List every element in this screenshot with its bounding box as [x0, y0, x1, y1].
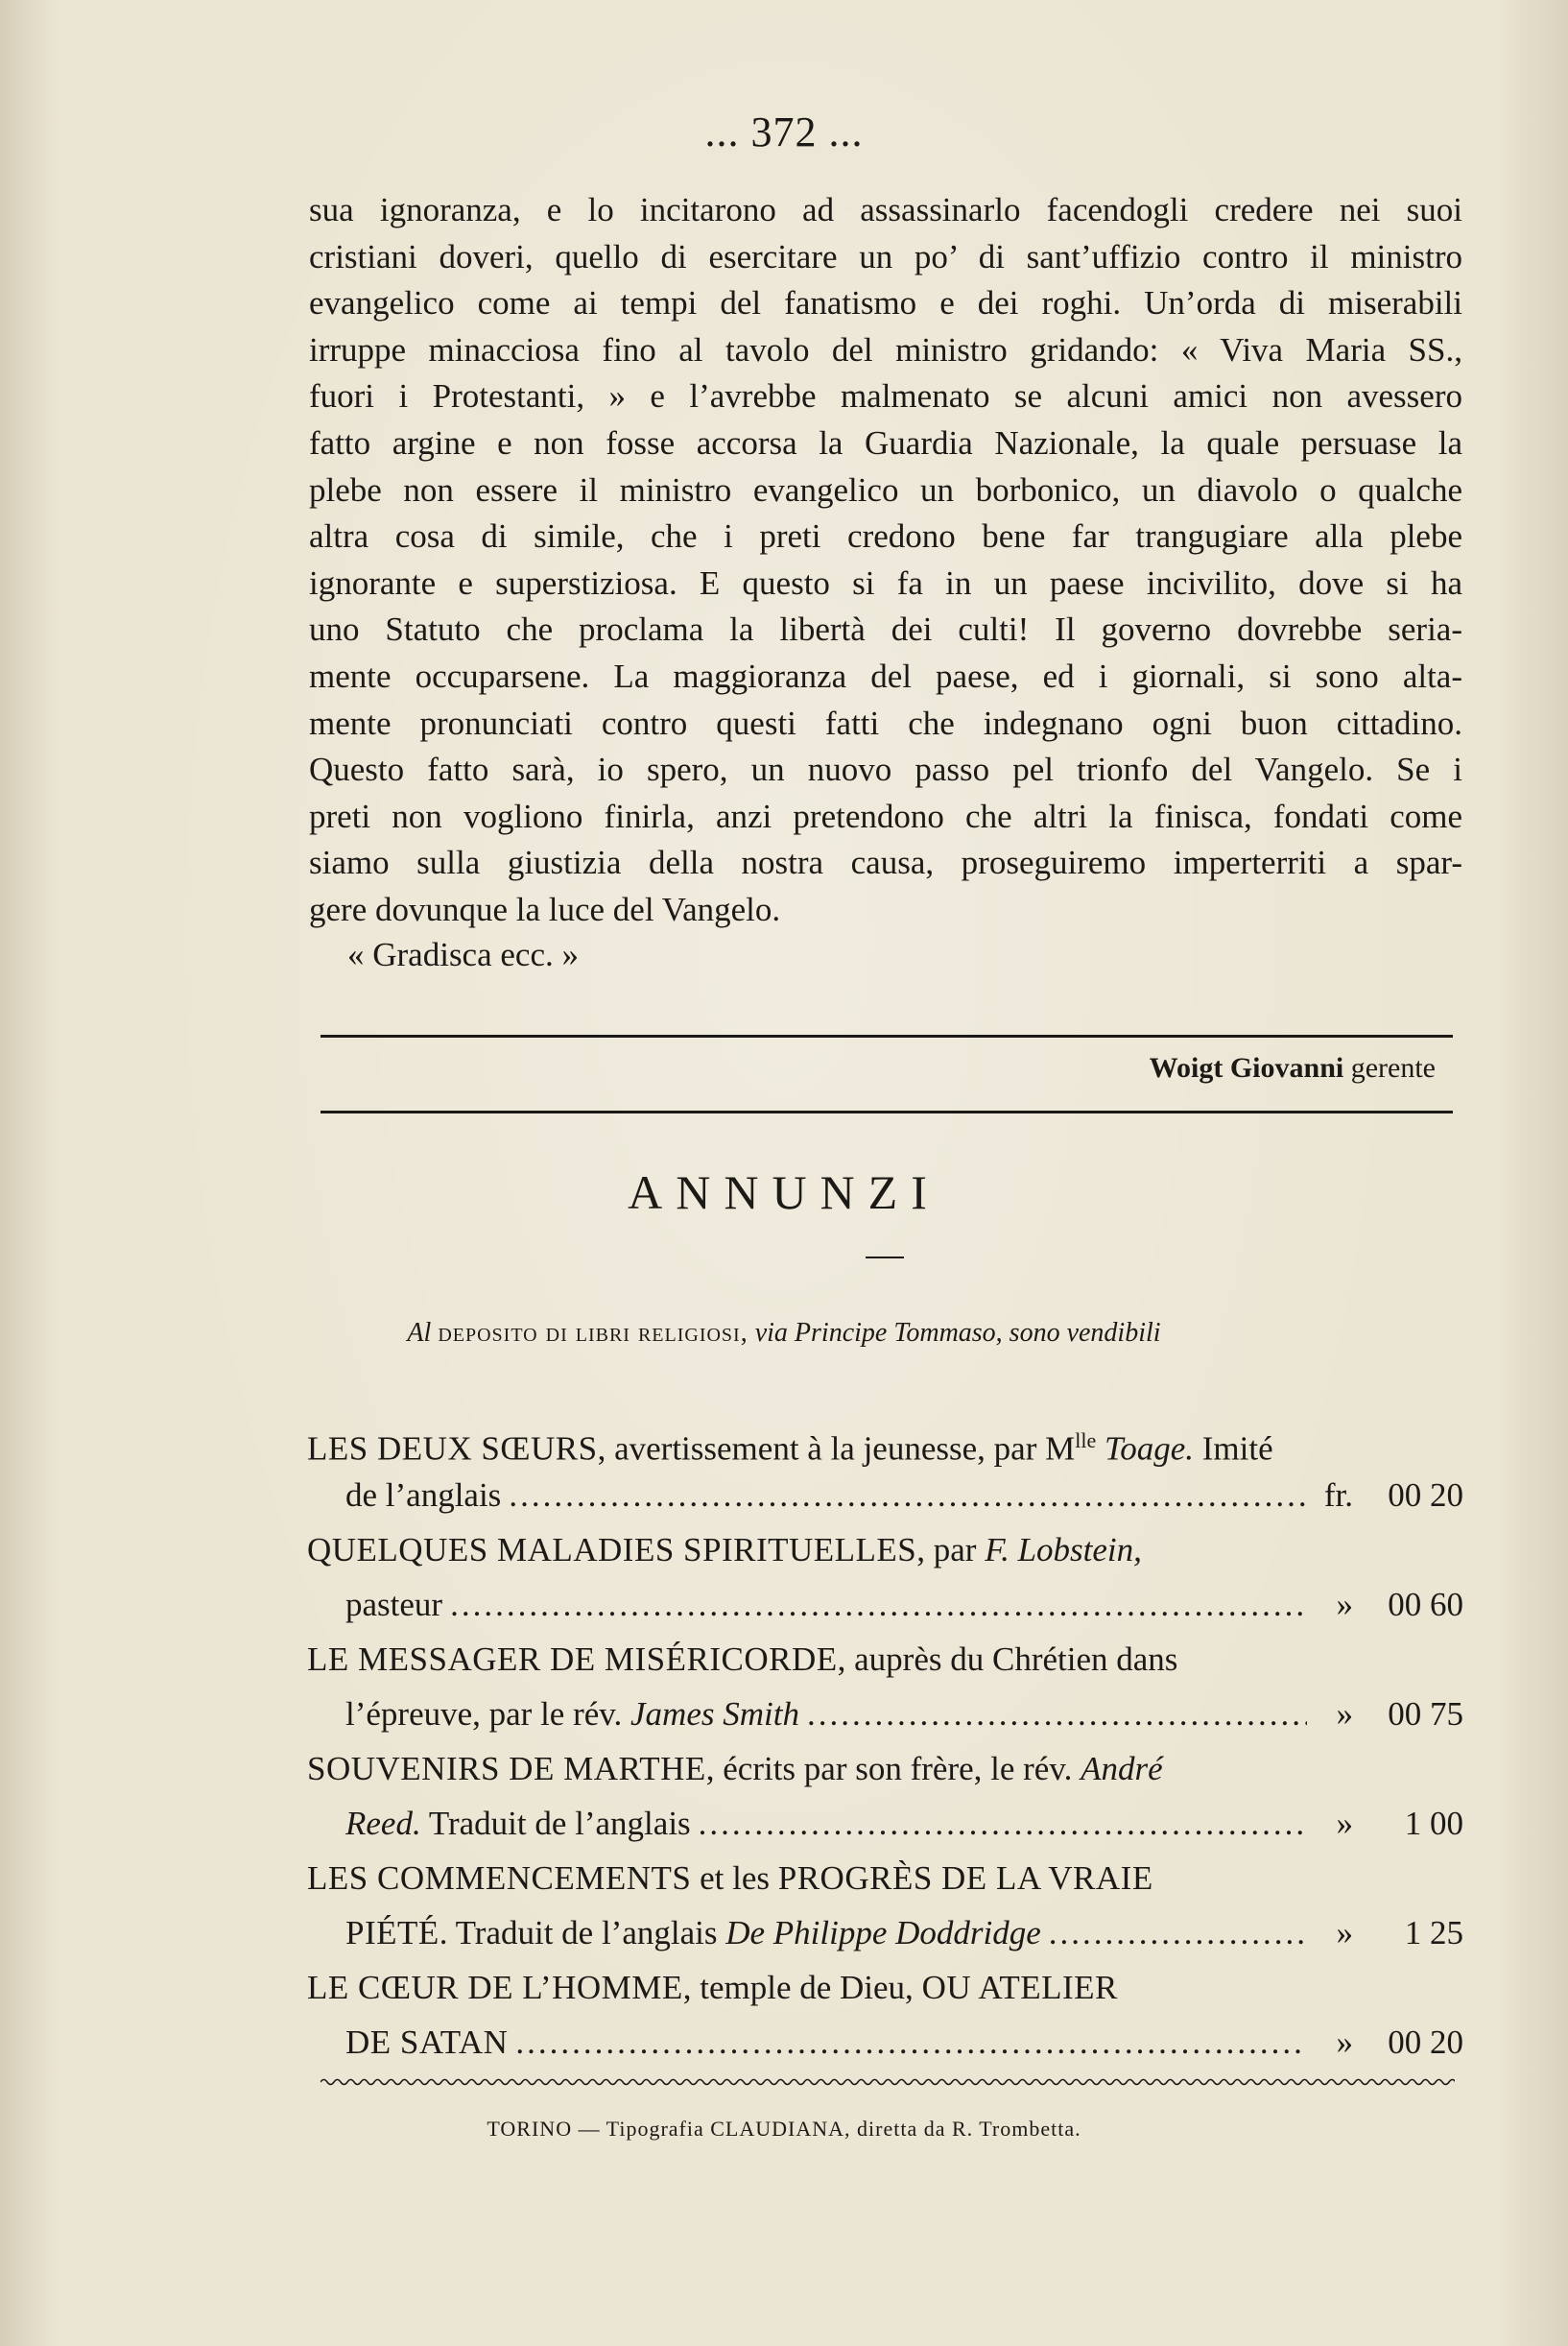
price-currency: » — [1336, 2023, 1353, 2061]
entry-text-segment: l’épreuve, par le rév. — [345, 1695, 631, 1733]
entry-continuation — [345, 1796, 691, 1851]
leader-dots — [515, 2015, 1307, 2070]
price-currency: fr. — [1323, 1476, 1353, 1514]
book-entry — [307, 1741, 1463, 1851]
body-line: preti non vogliono finirla, anzi pretendono che altri la finisca, fondati come — [309, 797, 1462, 835]
entry-text-segment: Toage. — [1104, 1429, 1195, 1468]
page-number: ... 372 ... — [704, 108, 864, 156]
entry-text-segment: Traduit de l’anglais — [420, 1805, 691, 1842]
leader-dots — [807, 1687, 1307, 1741]
entry-text-segment: PROGRÈS DE LA VRAIE — [777, 1859, 1153, 1897]
price-value: 00 20 — [1388, 2023, 1463, 2061]
letter-body — [309, 187, 1462, 934]
price-value: 1 00 — [1404, 1805, 1463, 1842]
entry-price-line — [307, 1796, 1463, 1851]
body-line: fuori i Protestanti, » e l’avrebbe malmenato se alcuni amici non avessero — [309, 377, 1462, 416]
leader-dots — [1049, 1905, 1307, 1960]
leader-dots — [509, 1468, 1307, 1522]
bottom-rule — [321, 1111, 1453, 1113]
body-line: gere dovunque la luce del Vangelo. — [309, 890, 781, 928]
price-value: 00 60 — [1388, 1586, 1463, 1623]
entry-text-segment: LE MESSAGER DE MISÉRICORDE — [307, 1640, 838, 1678]
leader-dots — [699, 1796, 1307, 1851]
book-entry — [307, 1413, 1463, 1522]
entry-text-segment: SOUVENIRS DE MARTHE — [307, 1750, 706, 1787]
entry-text-segment: , auprès du Chrétien dans — [837, 1640, 1178, 1678]
body-line: Questo fatto sarà, io spero, un nuovo passo pel trionfo del Vangelo. Se i — [309, 751, 1462, 789]
body-line: altra cosa di simile, che i preti credono bene far trangugiare alla plebe — [309, 517, 1462, 556]
book-entry — [307, 1522, 1463, 1632]
entry-text-segment: OU ATELIER — [921, 1969, 1118, 2006]
body-line: plebe non essere il ministro evangelico un borbonico, un diavolo o qualche — [309, 470, 1462, 509]
price-value: 00 75 — [1388, 1695, 1463, 1733]
entry-price-line — [307, 1468, 1463, 1522]
entry-text-segment: , par — [916, 1531, 986, 1568]
book-entry — [307, 1960, 1463, 2070]
entry-price-line — [307, 1577, 1463, 1632]
entry-text-segment: et les — [691, 1859, 778, 1897]
entry-text-segment: lle — [1075, 1428, 1097, 1452]
annunzi-subheading — [0, 1318, 1568, 1349]
entry-text-segment: F. Lobstein, — [985, 1531, 1142, 1568]
entry-text-segment: Reed. — [345, 1805, 421, 1842]
entry-text-segment: DE SATAN — [345, 2023, 509, 2061]
subheading-part2: deposito di libri religiosi, — [438, 1318, 748, 1348]
body-line: ignorante e superstiziosa. E questo si fa in un paese incivilito, dove si ha — [309, 563, 1462, 602]
entry-continuation — [345, 1577, 442, 1632]
entry-text-segment: QUELQUES MALADIES SPIRITUELLES — [307, 1531, 917, 1568]
entry-text-segment: André — [1081, 1750, 1163, 1787]
body-line: mente pronunciati contro questi fatti che indegnano ogni buon cittadino. — [309, 704, 1462, 742]
price-currency: » — [1336, 1586, 1353, 1623]
entry-text-segment: . Traduit de l’anglais — [439, 1914, 726, 1951]
entry-continuation — [345, 1468, 501, 1522]
body-line: fatto argine e non fosse accorsa la Guardia Nazionale, la quale persuase la — [309, 423, 1462, 462]
entry-title-line — [307, 1522, 1463, 1577]
body-line: mente occuparsene. La maggioranza del paese, ed i giornali, si sono alta- — [309, 657, 1462, 695]
book-listings — [307, 1413, 1463, 2070]
entry-text-segment: LES COMMENCEMENTS — [307, 1859, 692, 1897]
entry-price-line — [307, 1687, 1463, 1741]
book-entry — [307, 1632, 1463, 1741]
entry-title-line — [307, 1960, 1463, 2015]
price-currency: » — [1336, 1695, 1353, 1733]
heading-dash — [866, 1257, 904, 1258]
entry-text-segment: LE CŒUR DE L’HOMME — [307, 1969, 683, 2006]
body-line: evangelico come ai tempi del fanatismo e dei roghi. Un’orda di miserabili — [309, 284, 1462, 323]
entry-text-segment: de l’anglais — [345, 1476, 502, 1514]
entry-price-line — [307, 2015, 1463, 2070]
entry-price-line — [307, 1905, 1463, 1960]
price-currency: » — [1336, 1805, 1353, 1842]
leader-dots — [450, 1577, 1307, 1632]
top-rule — [321, 1035, 1453, 1038]
entry-text-segment: , temple de Dieu, — [682, 1969, 922, 2006]
body-line: uno Statuto che proclama la libertà dei culti! Il governo dovrebbe seria- — [309, 610, 1462, 649]
entry-text-segment: De Philippe Doddridge — [725, 1914, 1041, 1951]
annunzi-heading: ANNUNZI — [628, 1165, 940, 1219]
signature — [1150, 1052, 1436, 1085]
signature-name: Woigt Giovanni — [1149, 1052, 1344, 1084]
entry-title-line — [307, 1741, 1463, 1796]
entry-text-segment: PIÉTÉ — [345, 1914, 440, 1951]
entry-text-segment: LES DEUX SŒURS — [307, 1429, 598, 1468]
subheading-part3: via Principe Tommaso, sono vendibili — [754, 1318, 1161, 1348]
entry-text-segment — [1096, 1430, 1105, 1468]
entry-title-line — [307, 1632, 1463, 1687]
entry-text-segment: , écrits par son frère, le rév. — [705, 1750, 1081, 1787]
entry-title-line — [307, 1851, 1463, 1905]
price-value: 00 20 — [1388, 1476, 1463, 1514]
body-line: siamo sulla giustizia della nostra causa, proseguiremo imperterriti a spar- — [309, 844, 1462, 882]
entry-continuation — [345, 2015, 508, 2070]
subheading-part1: Al — [407, 1318, 432, 1348]
body-line: irruppe minacciosa fino al tavolo del ministro gridando: « Viva Maria SS., — [309, 330, 1462, 369]
printer-imprint: TORINO — Tipografia CLAUDIANA, diretta da R. Trombetta. — [487, 2117, 1081, 2141]
entry-text-segment: pasteur — [345, 1586, 443, 1623]
entry-text-segment: Imité — [1194, 1429, 1273, 1468]
book-entry — [307, 1851, 1463, 1960]
body-line: cristiani doveri, quello di esercitare un po’ di sant’uffizio contro il ministro — [309, 237, 1462, 275]
entry-text-segment: James Smith — [630, 1695, 799, 1733]
wavy-divider — [321, 2076, 1455, 2088]
entry-text-segment: , avertissement à la jeunesse, par M — [597, 1429, 1076, 1468]
price-currency: » — [1336, 1914, 1353, 1951]
entry-title-line — [307, 1413, 1463, 1468]
body-line: sua ignoranza, e lo incitarono ad assassinarlo facendogli credere nei suoi — [309, 191, 1462, 228]
price-value: 1 25 — [1404, 1914, 1463, 1951]
entry-continuation — [345, 1687, 799, 1741]
entry-continuation — [345, 1905, 1041, 1960]
closing-line: « Gradisca ecc. » — [347, 936, 579, 973]
signature-role: gerente — [1350, 1052, 1436, 1084]
